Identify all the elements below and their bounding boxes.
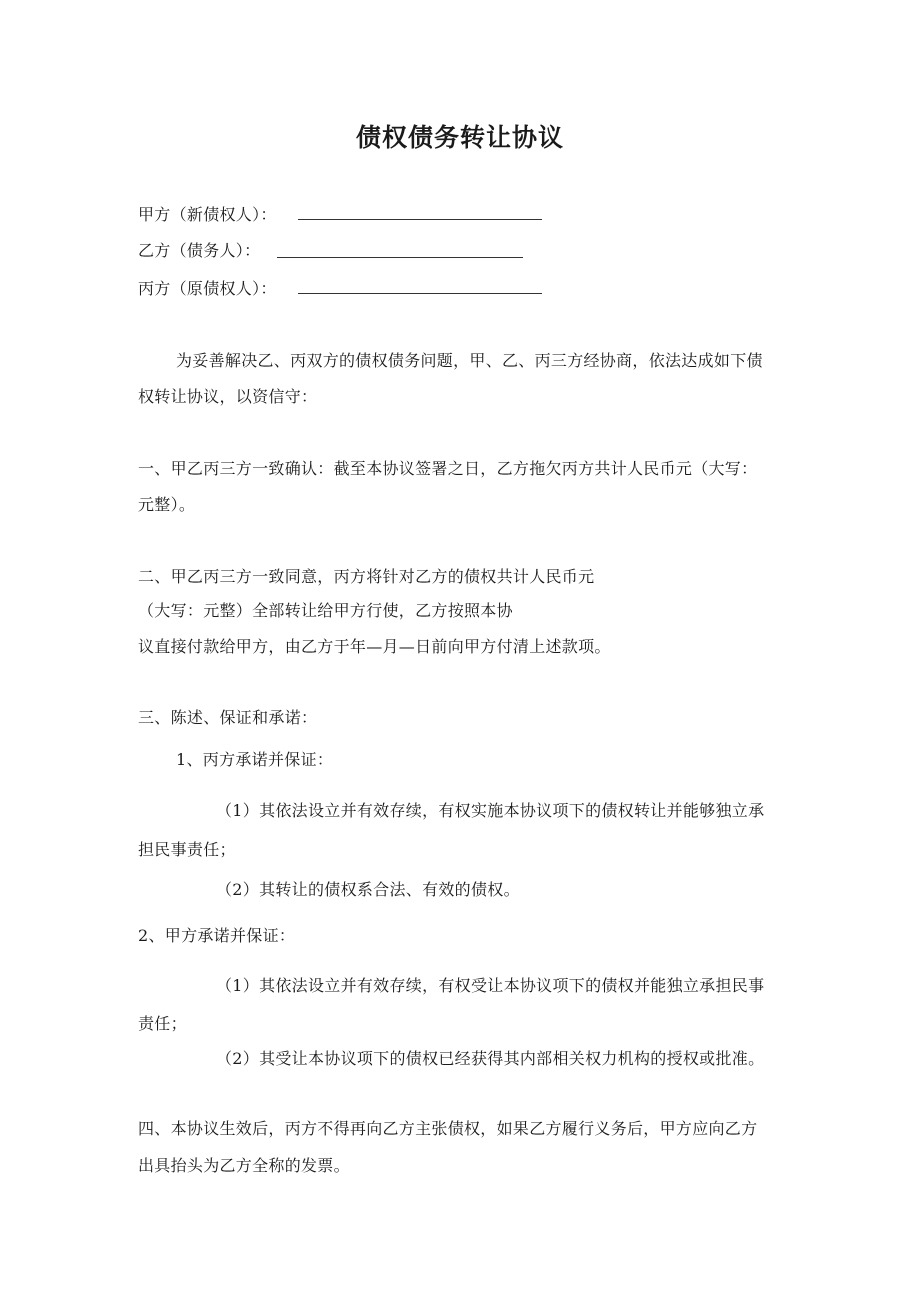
- clause-3-sub-2-item-1-line-2: 责任；: [138, 1014, 187, 1033]
- party-a-blank-line: [298, 219, 542, 220]
- clause-3-heading: 三、陈述、保证和承诺：: [138, 708, 318, 727]
- clause-2-line-1: 二、甲乙丙三方一致同意，丙方将针对乙方的债权共计人民币元: [138, 567, 595, 586]
- clause-3-sub-2-item-1-line-1: （1）其依法设立并有效存续，有权受让本协议项下的债权并能独立承担民事: [216, 976, 765, 995]
- party-b-blank-line: [277, 257, 523, 258]
- party-c-label: 丙方（原债权人）：: [138, 279, 277, 298]
- party-a-label: 甲方（新债权人）：: [138, 205, 277, 224]
- clause-2-line-2: （大写：元整）全部转让给甲方行使，乙方按照本协: [138, 601, 513, 620]
- preamble-line-1: 为妥善解决乙、丙双方的债权债务问题，甲、乙、丙三方经协商，依法达成如下债: [176, 351, 763, 370]
- clause-1-line-1: 一、甲乙丙三方一致确认：截至本协议签署之日，乙方拖欠丙方共计人民币元（大写：: [138, 459, 758, 478]
- clause-2-line-3: 议直接付款给甲方，由乙方于年—月—日前向甲方付清上述款项。: [138, 637, 611, 656]
- clause-3-sub-1-item-2: （2）其转让的债权系合法、有效的债权。: [216, 880, 520, 899]
- clause-3-sub-2-item-2: （2）其受让本协议项下的债权已经获得其内部相关权力机构的授权或批准。: [216, 1049, 765, 1068]
- clause-3-sub-1-item-1-line-1: （1）其依法设立并有效存续，有权实施本协议项下的债权转让并能够独立承: [216, 801, 765, 820]
- clause-3-sub-1-heading: 1、丙方承诺并保证：: [176, 750, 334, 769]
- clause-3-sub-2-heading: 2、甲方承诺并保证：: [138, 926, 296, 945]
- clause-4-line-2: 出具抬头为乙方全称的发票。: [138, 1156, 350, 1175]
- party-b-label: 乙方（债务人）：: [138, 241, 261, 260]
- document-title: 债权债务转让协议: [355, 123, 564, 152]
- party-c-blank-line: [298, 293, 542, 294]
- clause-4-line-1: 四、本协议生效后，丙方不得再向乙方主张债权，如果乙方履行义务后，甲方应向乙方: [138, 1119, 758, 1138]
- clause-1-line-2: 元整）。: [138, 495, 196, 514]
- preamble-line-2: 权转让协议，以资信守：: [138, 387, 318, 406]
- clause-3-sub-1-item-1-line-2: 担民事责任；: [138, 840, 236, 859]
